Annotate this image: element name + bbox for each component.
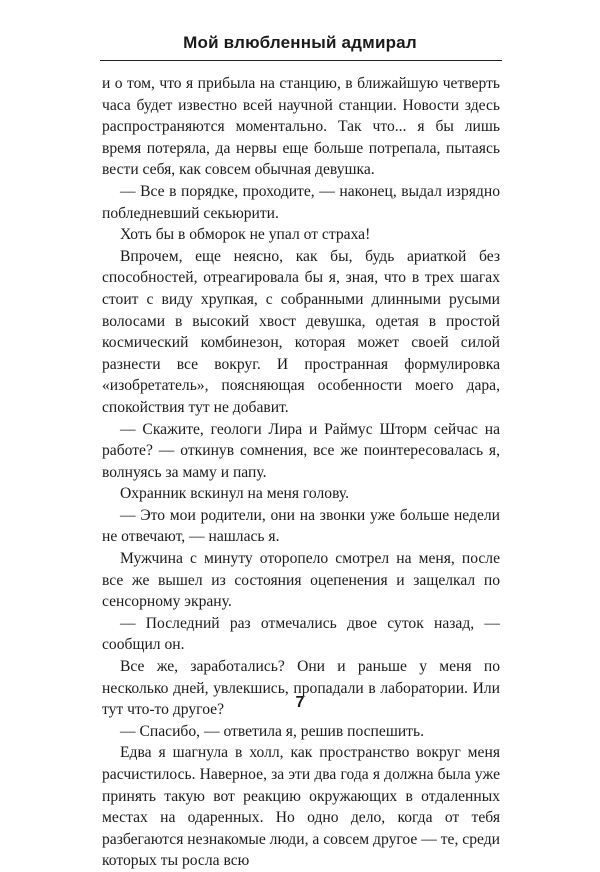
paragraph: Впрочем, еще неясно, как бы, будь ариаткой без способностей, отреагировала бы я, зная, что в трех шагах стоит с виду хрупкая, с собранными длинными русыми волосами в высокий хвост девушка, одетая в простой космический комбинезон, которая может своей силой разнести все вокруг. И пространная формулировка «изобретатель», поясняющая особенности моего дара, спокойствия тут не добавит. [102, 247, 500, 416]
paragraph: Все же, заработались? Они и раньше у меня по несколько дней, увлекшись, пропадали в лаборатории. Или тут что-то другое? [102, 658, 500, 719]
paragraph: Охранник вскинул на меня голову. [120, 485, 350, 503]
page-text [102, 73, 500, 872]
paragraph: — Спасибо, — ответила я, решив поспешить. [120, 722, 425, 740]
paragraph: Едва я шагнула в холл, как пространство вокруг меня расчистилось. Наверное, за эти два года я должна была уже принять такую вот реакцию окружающих в отдаленных местах на одаренных. Но одно дело, когда от тебя разбегаются незнакомые люди, а совсем другое — те, среди которых ты росла всю [102, 744, 500, 870]
paragraph: Хоть бы в обморок не упал от страха! [120, 226, 371, 244]
page-number: 7 [295, 694, 305, 711]
header-rule [100, 60, 502, 61]
paragraph: — Скажите, геологи Лира и Раймус Шторм сейчас на работе? — откинув сомнения, все же поинтересовалась я, волнуясь за маму и папу. [102, 420, 500, 481]
running-head-title: Мой влюбленный адмирал [183, 33, 417, 52]
paragraph: и о том, что я прибыла на станцию, в ближайшую четверть часа будет известно всей научной станции. Новости здесь распространяются моментально. Так что... я бы лишь время потеряла, да нервы еще больше потрепала, пытаясь вести себя, как совсем обычная девушка. [102, 75, 500, 179]
paragraph: Мужчина с минуту оторопело смотрел на меня, после все же вышел из состояния оцепенения и защелкал по сенсорному экрану. [102, 550, 500, 611]
paragraph: — Последний раз отмечались двое суток назад, — сообщил он. [102, 614, 500, 654]
paragraph: — Все в порядке, проходите, — наконец, выдал изрядно побледневший секьюрити. [102, 182, 500, 222]
paragraph: — Это мои родители, они на звонки уже больше недели не отвечают, — нашлась я. [102, 506, 500, 546]
